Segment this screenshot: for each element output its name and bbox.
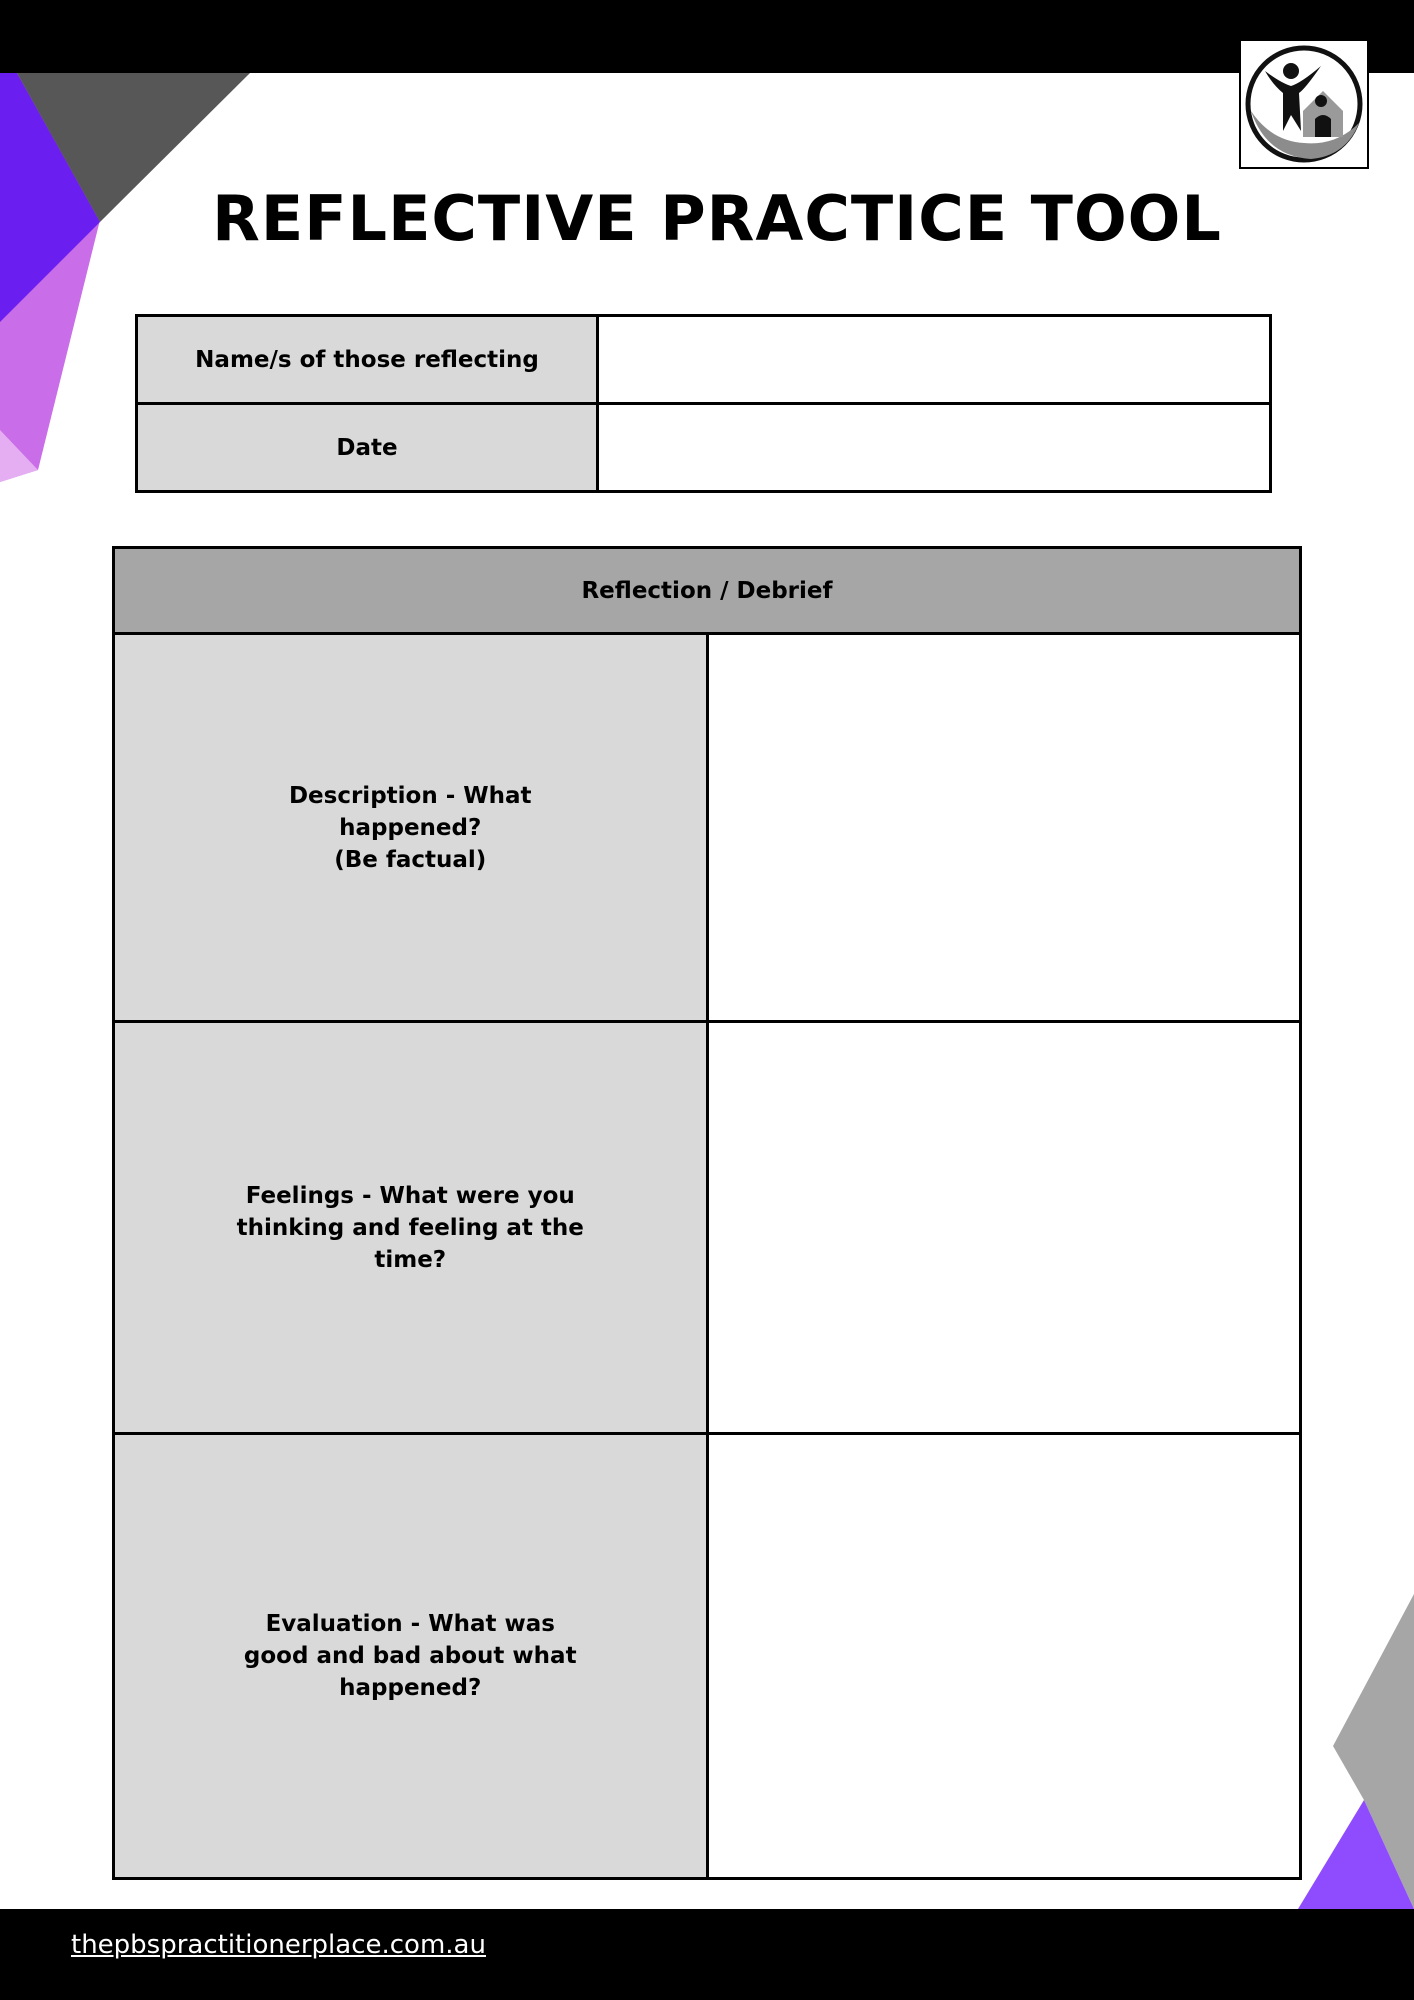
feelings-label-line-1: Feelings - What were you (245, 1182, 575, 1209)
names-label: Name/s of those reflecting (137, 316, 598, 404)
evaluation-label-line-3: happened? (339, 1675, 482, 1701)
date-field[interactable] (598, 404, 1271, 492)
family-home-logo-icon (1241, 41, 1367, 167)
page-title: REFLECTIVE PRACTICE TOOL (212, 182, 1222, 255)
info-table (135, 314, 1272, 493)
date-label: Date (137, 404, 598, 492)
description-label-line-2: happened? (339, 814, 482, 841)
feelings-label-line-3: time? (374, 1246, 447, 1273)
description-label-line-3: (Be factual) (334, 846, 487, 873)
footer-website-link[interactable]: thepbspractitionerplace.com.au (71, 1930, 486, 1960)
description-field[interactable] (707, 634, 1301, 1022)
evaluation-row (114, 1434, 1301, 1879)
reflection-header: Reflection / Debrief (114, 548, 1301, 634)
names-field[interactable] (598, 316, 1271, 404)
company-logo (1239, 39, 1369, 169)
reflection-header-row (114, 548, 1301, 634)
feelings-label (114, 1022, 708, 1434)
evaluation-field[interactable] (707, 1434, 1301, 1879)
reflection-table (112, 546, 1302, 1880)
info-row-names (137, 316, 1271, 404)
evaluation-label-line-2: good and bad about what (243, 1643, 577, 1669)
info-row-date (137, 404, 1271, 492)
description-row (114, 634, 1301, 1022)
feelings-row (114, 1022, 1301, 1434)
feelings-label-line-2: thinking and feeling at the (236, 1214, 584, 1241)
description-label (114, 634, 708, 1022)
feelings-field[interactable] (707, 1022, 1301, 1434)
evaluation-label (114, 1434, 708, 1879)
description-label-line-1: Description - What (288, 782, 532, 809)
evaluation-label-line-1: Evaluation - What was (265, 1611, 555, 1637)
